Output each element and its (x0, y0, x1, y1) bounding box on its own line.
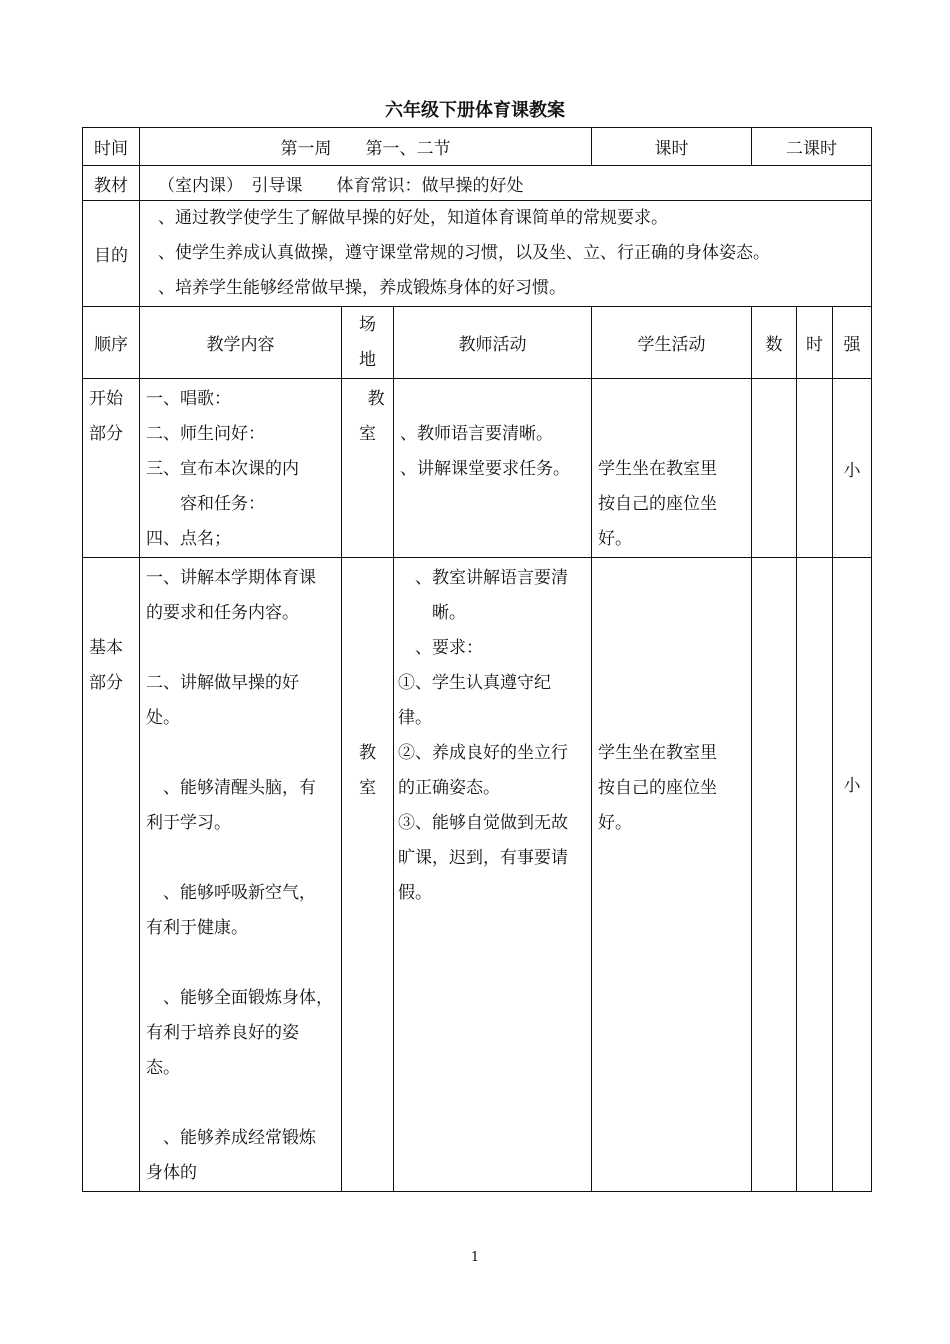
hours-label: 课时 (592, 128, 752, 166)
count-cell (752, 379, 797, 558)
col-content: 教学内容 (140, 307, 342, 379)
table-row (83, 558, 872, 1192)
time-value: 第一周 第一、二节 (140, 128, 592, 166)
lesson-plan-table (82, 127, 872, 1192)
header-row (83, 128, 872, 166)
teacher-cell: 、教室讲解语言要清 晰。 、要求： ①、学生认真遵守纪 律。 ②、养成良好的坐立行 的正确姿态。 ③、能够自觉做到无故 旷课，迟到，有事要请 假。 (394, 558, 592, 1192)
content-cell: 一、讲解本学期体育课 的要求和任务内容。 二、讲解做早操的好 处。 、能够清醒头脑，有 利于学习。 、能够呼吸新空气， 有利于健康。 、能够全面锻炼身体， 有利于培养良好的姿 态。 、能够养成经常锻炼 身体的 (140, 558, 342, 1192)
goals-list (140, 201, 872, 307)
time-label: 时间 (83, 128, 140, 166)
time-cell (797, 558, 833, 1192)
col-order: 顺序 (83, 307, 140, 379)
material-row (83, 166, 872, 201)
table-row (83, 379, 872, 558)
material-value: （室内课） 引导课 体育常识：做早操的好处 (140, 166, 872, 201)
student-cell: 学生坐在教室里 按自己的座位坐 好。 (592, 558, 752, 1192)
goal-item: 、使学生养成认真做操，遵守课堂常规的习惯，以及坐、立、行正确的身体姿态。 (158, 243, 770, 263)
goal-item: 、培养学生能够经常做早操，养成锻炼身体的好习惯。 (158, 278, 566, 298)
venue-cell: 教 室 (342, 379, 394, 558)
col-student: 学生活动 (592, 307, 752, 379)
goals-row (83, 201, 872, 307)
page-number: 1 (470, 1250, 480, 1265)
column-header-row (83, 307, 872, 379)
col-venue: 场 地 (342, 307, 394, 379)
col-time: 时 (797, 307, 833, 379)
col-intensity: 强 (833, 307, 872, 379)
page-title: 六年级下册体育课教案 (385, 100, 565, 121)
intensity-cell: 小 (833, 379, 872, 558)
count-cell (752, 558, 797, 1192)
goal-item: 、通过教学使学生了解做早操的好处，知道体育课简单的常规要求。 (158, 208, 668, 228)
material-label: 教材 (83, 166, 140, 201)
teacher-cell: 、教师语言要清晰。 、讲解课堂要求任务。 (394, 379, 592, 558)
col-teacher: 教师活动 (394, 307, 592, 379)
section-label: 基本 部分 (83, 558, 140, 1192)
time-cell (797, 379, 833, 558)
intensity-cell: 小 (833, 558, 872, 1192)
section-label: 开始 部分 (83, 379, 140, 558)
content-cell: 一、唱歌： 二、师生问好： 三、宣布本次课的内 容和任务： 四、点名； (140, 379, 342, 558)
venue-cell: 教 室 (342, 558, 394, 1192)
col-count: 数 (752, 307, 797, 379)
hours-value: 二课时 (752, 128, 872, 166)
student-cell: 学生坐在教室里 按自己的座位坐 好。 (592, 379, 752, 558)
goals-label: 目的 (83, 201, 140, 307)
